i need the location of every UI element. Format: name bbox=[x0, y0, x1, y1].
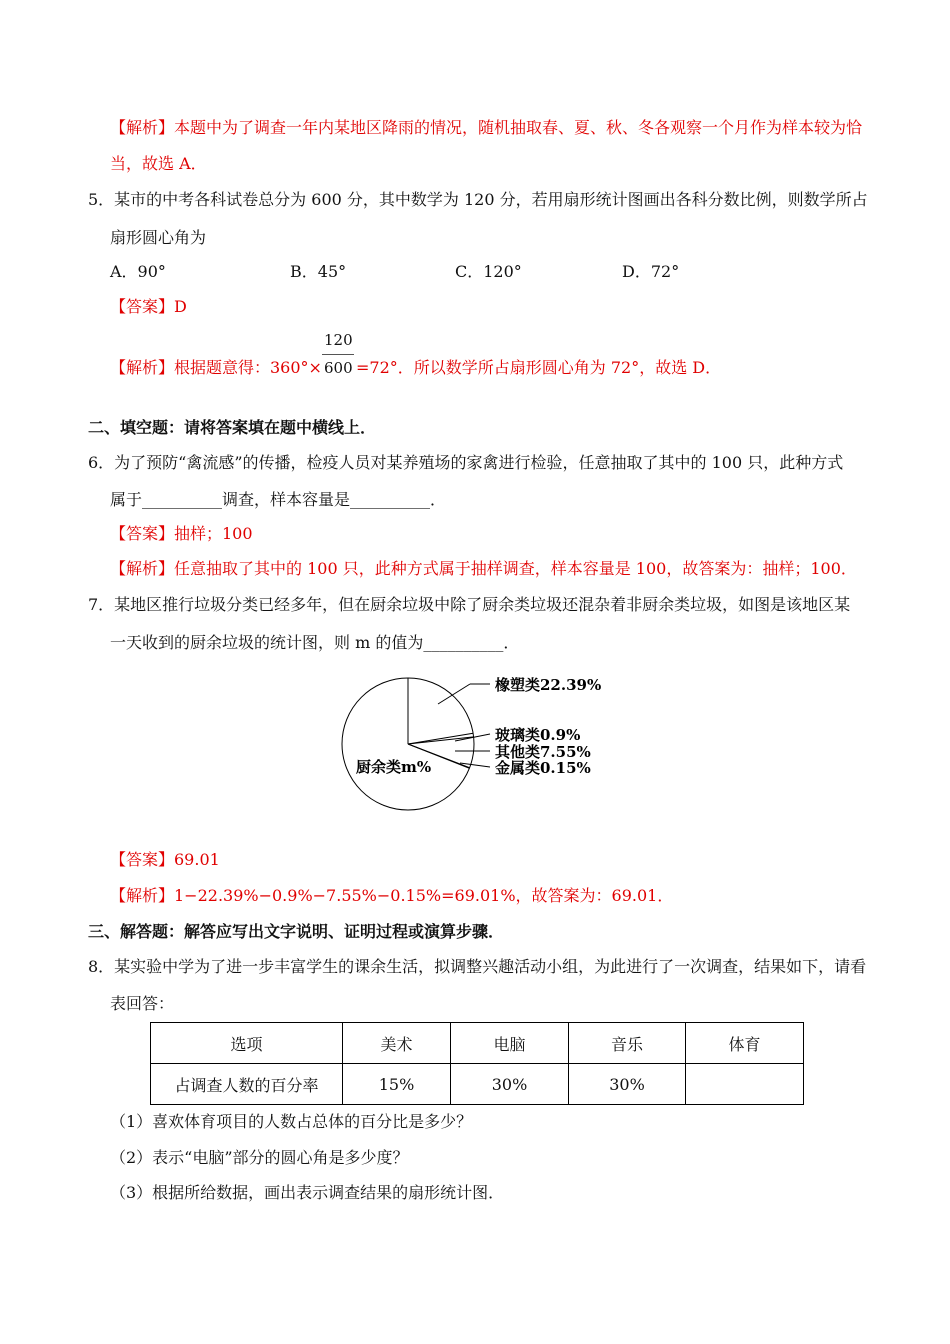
q8-sub-question-1: （1）喜欢体育项目的人数占总体的百分比是多少？ bbox=[110, 1112, 473, 1131]
table-header-cell: 音乐 bbox=[569, 1023, 686, 1064]
waste-pie-chart bbox=[330, 668, 620, 818]
table-header-cell: 美术 bbox=[343, 1023, 451, 1064]
slice-label-metal: 金属类0.15% bbox=[495, 759, 591, 777]
section-2-heading: 二、填空题：请将答案填在题中横线上． bbox=[88, 418, 377, 437]
q7-stem-line2: 一天收到的厨余垃圾的统计图，则 m 的值为__________． bbox=[110, 633, 520, 652]
table-cell: 30% bbox=[569, 1064, 686, 1105]
table-row bbox=[151, 1064, 804, 1105]
table-cell: 15% bbox=[343, 1064, 451, 1105]
table-header-row bbox=[151, 1023, 804, 1064]
q5-option-a: A．90° bbox=[110, 262, 166, 281]
q5-option-c: C．120° bbox=[455, 262, 522, 281]
q6-stem-line1: 6．为了预防“禽流感”的传播，检疫人员对某养殖场的家禽进行检验，任意抽取了其中的 100 只，此种方式 bbox=[88, 453, 844, 472]
fraction-bar bbox=[322, 354, 354, 355]
q4-analysis-line1: 【解析】本题中为了调查一年内某地区降雨的情况，随机抽取春、夏、秋、冬各观察一个月作为样本较为恰 bbox=[110, 118, 863, 137]
slice-label-kitchen: 厨余类m% bbox=[356, 758, 432, 776]
q6-stem-line2: 属于__________调查，样本容量是__________． bbox=[110, 490, 447, 509]
table-header-cell: 电脑 bbox=[451, 1023, 569, 1064]
q8-sub-question-2: （2）表示“电脑”部分的圆心角是多少度？ bbox=[110, 1148, 409, 1167]
fraction-numerator: 120 bbox=[324, 331, 353, 349]
slice-label-other: 其他类7.55% bbox=[495, 743, 591, 761]
q5-stem-line2: 扇形圆心角为 bbox=[110, 228, 207, 247]
q7-analysis: 【解析】1−22.39%−0.9%−7.55%−0.15%=69.01%，故答案为：69.01． bbox=[110, 886, 674, 905]
q6-answer: 【答案】抽样；100 bbox=[110, 524, 253, 543]
pie-slice-boundary-2 bbox=[408, 737, 474, 744]
fraction-denominator: 600 bbox=[324, 359, 353, 377]
pie-slice-boundary-1 bbox=[408, 733, 473, 744]
q4-analysis-line2: 当，故选 A． bbox=[110, 154, 207, 173]
q5-answer: 【答案】D bbox=[110, 297, 187, 316]
section-3-heading: 三、解答题：解答应写出文字说明、证明过程或演算步骤． bbox=[88, 922, 505, 941]
q5-analysis-suffix: =72°．所以数学所占扇形圆心角为 72°，故选 D． bbox=[356, 358, 722, 377]
q8-sub-question-3: （3）根据所给数据，画出表示调查结果的扇形统计图． bbox=[110, 1183, 505, 1202]
slice-label-plastic: 橡塑类22.39% bbox=[495, 676, 602, 694]
q7-stem-line1: 7．某地区推行垃圾分类已经多年，但在厨余垃圾中除了厨余类垃圾还混杂着非厨余类垃圾，如图是该地区某 bbox=[88, 595, 851, 614]
q5-analysis-prefix: 【解析】根据题意得：360°× bbox=[110, 358, 322, 377]
table-cell: 30% bbox=[451, 1064, 569, 1105]
q5-option-b: B．45° bbox=[290, 262, 347, 281]
slice-label-glass: 玻璃类0.9% bbox=[495, 726, 581, 744]
table-header-cell: 体育 bbox=[686, 1023, 804, 1064]
q5-stem-line1: 5．某市的中考各科试卷总分为 600 分，其中数学为 120 分，若用扇形统计图画出各科分数比例，则数学所占 bbox=[88, 190, 868, 209]
q6-analysis: 【解析】任意抽取了其中的 100 只，此种方式属于抽样调查，样本容量是 100，故答案为：抽样；100． bbox=[110, 559, 857, 578]
survey-table bbox=[150, 1022, 804, 1105]
leader-line-plastic bbox=[438, 684, 470, 704]
q8-stem-line1: 8．某实验中学为了进一步丰富学生的课余生活，拟调整兴趣活动小组，为此进行了一次调查，结果如下，请看 bbox=[88, 957, 867, 976]
table-header-cell: 选项 bbox=[151, 1023, 343, 1064]
table-cell: 占调查人数的百分率 bbox=[151, 1064, 343, 1105]
analysis-label: 【解析】 bbox=[110, 118, 175, 137]
q8-stem-line2: 表回答： bbox=[110, 994, 175, 1013]
table-cell bbox=[686, 1064, 804, 1105]
q5-option-d: D．72° bbox=[622, 262, 680, 281]
q7-answer: 【答案】69.01 bbox=[110, 850, 220, 869]
